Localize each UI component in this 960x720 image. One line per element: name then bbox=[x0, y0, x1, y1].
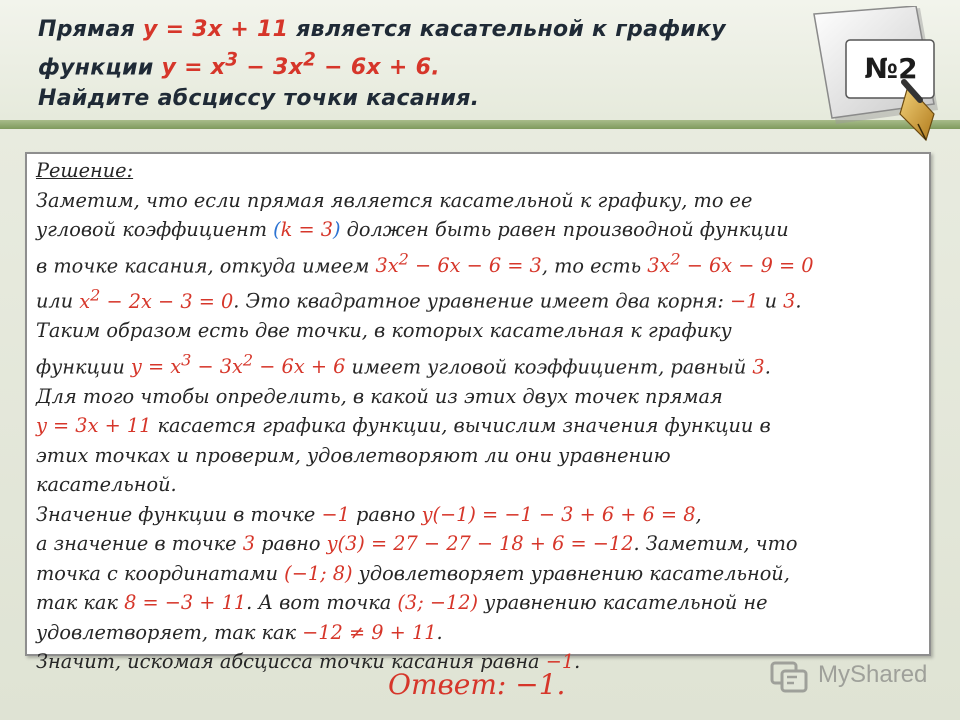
answer: Ответ: −1. bbox=[388, 668, 566, 701]
problem-line-1: Прямая y = 3x + 11 является касательной к графику bbox=[38, 17, 726, 42]
solution-line: в точке касания, откуда имеем $3x^2 - 6x - 6 = 3$, то есть $3x^2 - 6x - 9 = 0$ bbox=[36, 249, 814, 277]
solution-line: точка с координатами (−1; 8) удовлетворяет уравнению касательной, bbox=[36, 561, 790, 585]
solution-line: а значение в точке 3 равно y(3) = 27 − 27 − 18 + 6 = −12. Заметим, что bbox=[36, 532, 798, 556]
solution-line: Решение: bbox=[36, 159, 134, 182]
watermark-text: MyShared bbox=[818, 661, 928, 688]
function-formula: $y = x^3 - 3x^2 - 6x + 6$ bbox=[161, 50, 432, 81]
watermark bbox=[770, 654, 927, 696]
solution-line: или $x^2 - 2x - 3 = 0$. Это квадратное уравнение имеет два корня: −1 и 3. bbox=[36, 285, 802, 313]
solution-box bbox=[25, 152, 931, 674]
solution-line: этих точках и проверим, удовлетворяют ли они уравнению bbox=[36, 443, 671, 467]
solution-text bbox=[36, 156, 926, 677]
solution-line: Значение функции в точке −1 равно y(−1) = −1 − 3 + 6 + 6 = 8, bbox=[36, 502, 702, 526]
problem-line-3: Найдите абсциссу точки касания. bbox=[38, 86, 480, 112]
problem-statement bbox=[38, 14, 798, 114]
tangent-line-formula: y = 3x + 11 bbox=[143, 17, 289, 42]
solution-line: Значит, искомая абсцисса точки касания равна −1. bbox=[36, 650, 581, 674]
myshared-logo-icon bbox=[770, 655, 810, 695]
task-number-badge: №2 bbox=[864, 51, 918, 85]
solution-line: Для того чтобы определить, в какой из этих двух точек прямая bbox=[36, 384, 723, 408]
solution-line: функции $y = x^3 - 3x^2 - 6x + 6$ имеет угловой коэффициент, равный 3. bbox=[36, 350, 771, 379]
solution-line: Таким образом есть две точки, в которых касательная к графику bbox=[36, 319, 732, 343]
solution-line: Заметим, что если прямая является касательной к графику, то ее bbox=[36, 188, 753, 212]
solution-line: касательной. bbox=[36, 473, 177, 497]
solution-line: y = 3x + 11 касается графика функции, вычислим значения функции в bbox=[36, 414, 771, 438]
solution-line: угловой коэффициент (k = 3) должен быть равен производной функции bbox=[36, 218, 789, 241]
solution-line: удовлетворяет, так как −12 ≠ 9 + 11. bbox=[36, 620, 443, 644]
problem-line-2: функции $y = x^3 - 3x^2 - 6x + 6$. bbox=[38, 50, 440, 81]
solution-line: так как 8 = −3 + 11. А вот точка (3; −12) уравнению касательной не bbox=[36, 591, 768, 615]
